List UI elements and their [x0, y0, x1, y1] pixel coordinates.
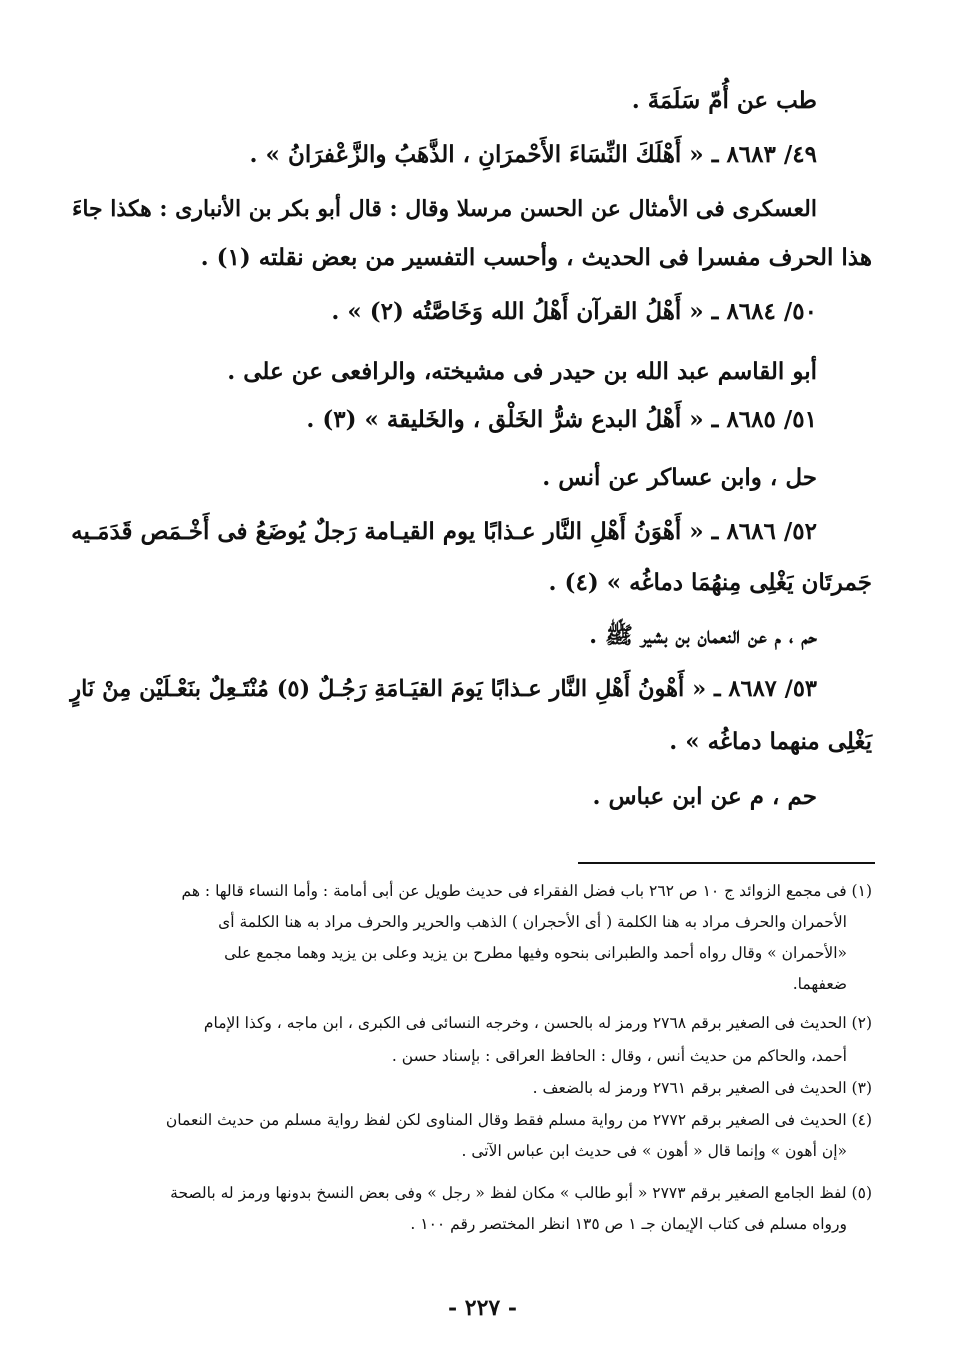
- hadith-8683: ٤٩/ ٨٦٨٣ ـ « أَهْلَكَ النِّسَاءَ الأَحْمرَانِ ، الذَّهَبُ والزَّعْفرَانُ » .: [249, 141, 817, 168]
- footnote-1-line-3: «الأحمران » وقال رواه أحمد والطبرانى بنحوه وفيها مطرح بن يزيد وعلى بن يزيد وهما مجمع على: [224, 944, 847, 962]
- hadith-8686: ٥٢/ ٨٦٨٦ ـ « أَهْوَنُ أَهْلِ النَّار عـذابًا يوم القيـامة رَجلٌ يُوضَعُ فى أَخْـمَص قَدَمَـيه: [71, 518, 817, 545]
- footnote-1-line-1: (١) فى مجمع الزوائد ج ١٠ ص ٢٦٢ باب فضل الفقراء فى حديث طويل عن أبى أمامة : وأما النساء قالها : هم: [181, 882, 872, 900]
- hadith-8687: ٥٣/ ٨٦٨٧ ـ « أَهْونُ أَهْلِ النَّار عـذابًا يَومَ القيَـامَةِ رَجُـلٌ (٥) مُنْتَـعِلٌ بنَعْـلَيْن مِنْ نَارٍ: [70, 676, 817, 702]
- footnote-1-line-4: ضعفهما.: [792, 975, 847, 993]
- footnote-5-line-1: (٥) لفظ الجامع الصغير برقم ٢٧٧٣ « أبو طالب » مكان لفظ « رجل » وفى بعض النسخ بدونها ورمز له بالصحة: [170, 1184, 872, 1202]
- body-line-3: العسكرى فى الأمثال عن الحسن مرسلا وقال : قال أبو بكر بن الأنبارى : هكذا جاءَ: [71, 196, 817, 222]
- hadith-8684: ٥٠/ ٨٦٨٤ ـ « أَهْلُ القرآن أَهْلُ الله وَخَاصَّتُه (٢) » .: [331, 298, 817, 325]
- page-number: - ٢٢٧ -: [447, 1295, 518, 1321]
- hadith-8685: ٥١/ ٨٦٨٥ ـ « أَهْلُ البدع شرُّ الخَلْق ، والخَليقة » (٣) .: [306, 406, 817, 433]
- body-line-8: حل ، وابن عساكر عن أنس .: [542, 464, 817, 491]
- body-line-11: حم ، م عن النعمان بن بشير ﷺ .: [589, 622, 817, 649]
- footnote-1-line-2: الأحمران والحرف مراد به هنا الكلمة ( أى الأحجران ) الذهب والحرير والحرف مراد به هنا الكلمة أى: [218, 913, 847, 931]
- body-line-4: هذا الحرف مفسرا فى الحديث ، وأحسب التفسير من بعض نقلته (١) .: [200, 244, 872, 271]
- body-line-14: حم ، م عن ابن عباس .: [592, 783, 817, 810]
- body-line-10: جَمرتَان يَغْلِى مِنهُمَا دماغُه » (٤) .: [548, 569, 872, 596]
- footnote-3: (٣) الحديث فى الصغير برقم ٢٧٦١ ورمز له بالضعف .: [532, 1079, 872, 1097]
- footnote-5-line-2: ورواه مسلم فى كتاب الإيمان جـ ١ ص ١٣٥ انظر المختصر رقم ١٠٠ .: [410, 1215, 847, 1233]
- footnote-4-line-2: «إن أهون » وإنما قال « أهون » فى حديث ابن عباس الآتى .: [461, 1142, 847, 1160]
- body-line-13: يَغْلِى منهما دماغُه » .: [669, 728, 872, 755]
- footnote-4-line-1: (٤) الحديث فى الصغير برقم ٢٧٧٢ من رواية مسلم فقط وقال المناوى لكن لفظ رواية مسلم من حديث النعمان: [165, 1111, 872, 1129]
- footnote-2-line-1: (٢) الحديث فى الصغير برقم ٢٧٦٨ ورمز له بالحسن ، وخرجه النسائى فى الكبرى ، ابن ماجه ، وكذا الإمام: [203, 1014, 872, 1032]
- footnote-2-line-2: أحمد، والحاكم من حديث أنس ، وقال : الحافظ العراقى : بإسناد حسن .: [391, 1047, 847, 1065]
- body-line-1: طب عن أُمّ سَلَمَةَ .: [631, 87, 817, 114]
- footnote-divider: [578, 862, 875, 864]
- body-line-6: أبو القاسم عبد الله بن حيدر فى مشيخته، والرافعى عن على .: [227, 358, 817, 385]
